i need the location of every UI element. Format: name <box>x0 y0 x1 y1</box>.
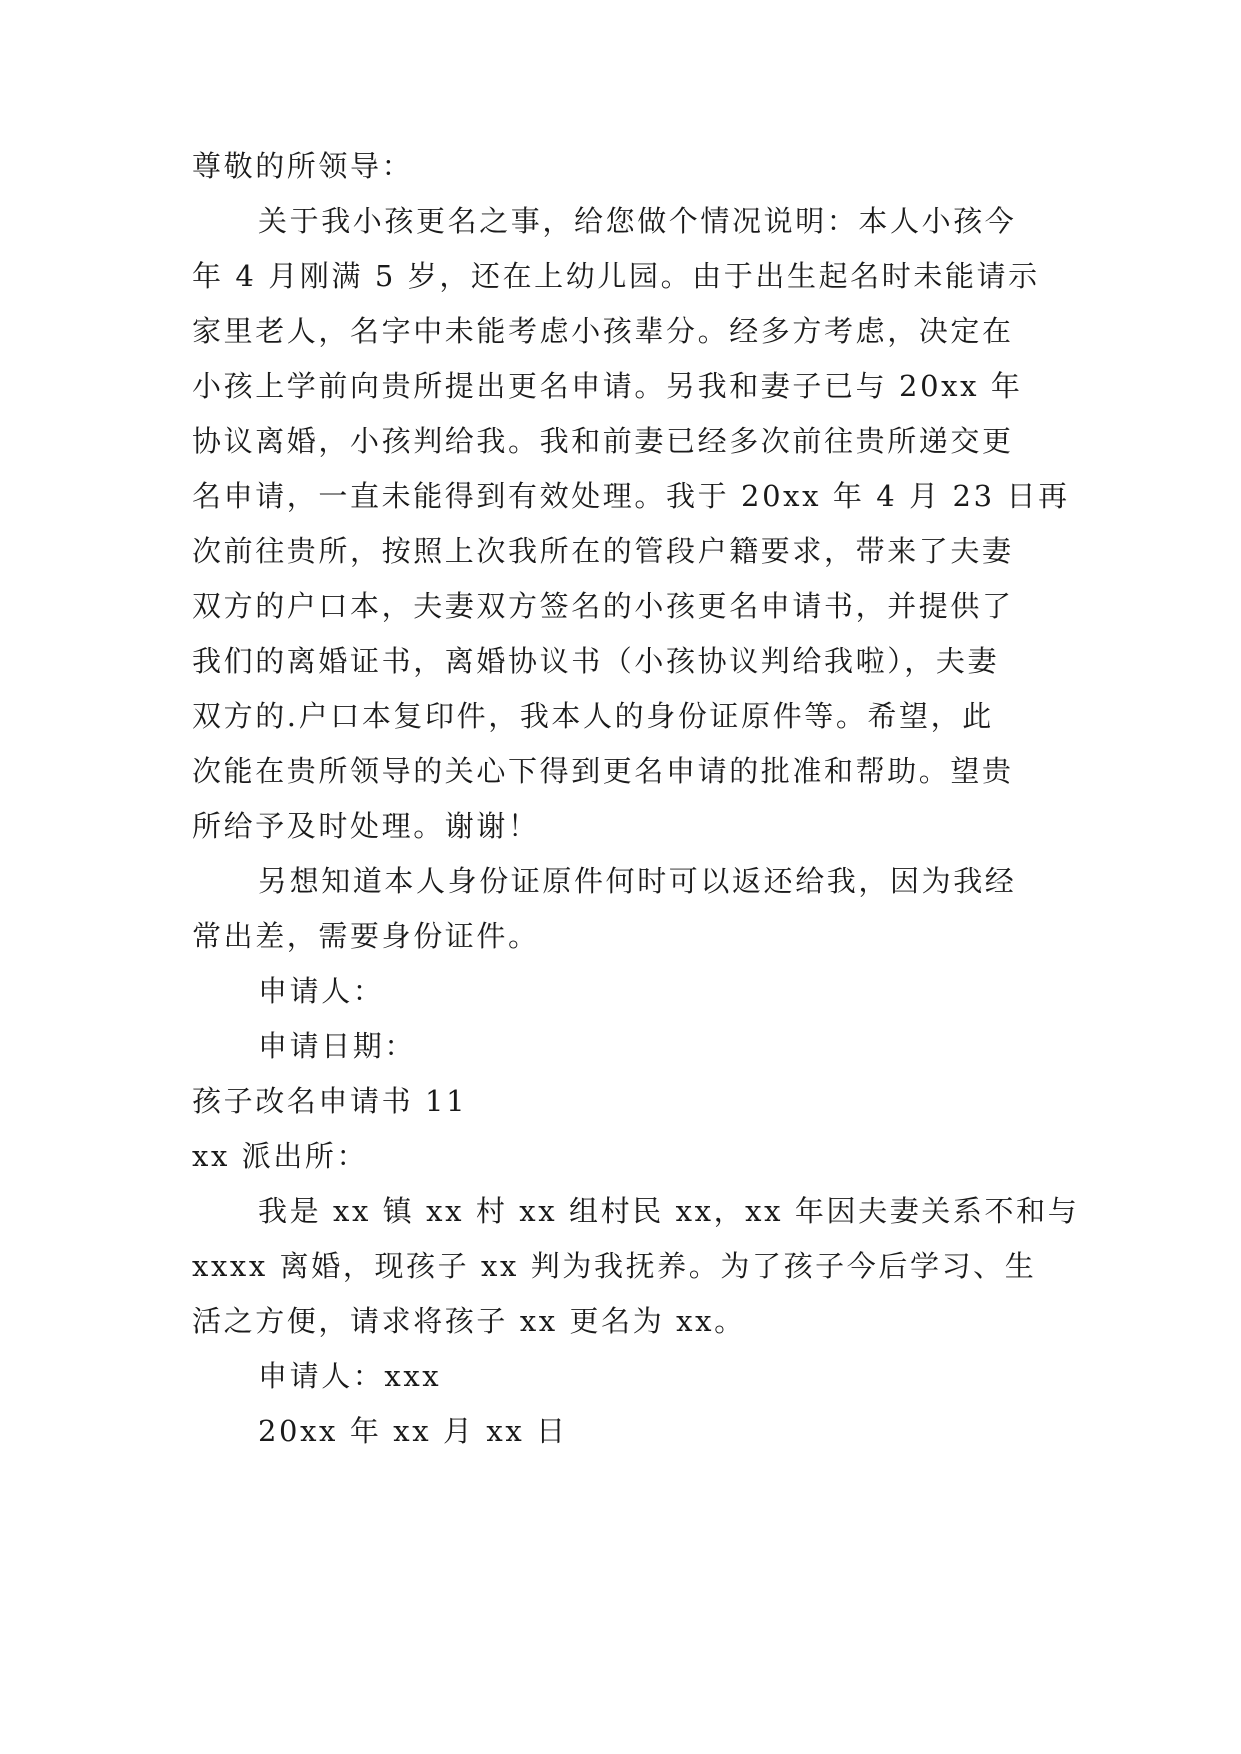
body-line: 小孩上学前向贵所提出更名申请。另我和妻子已与 20xx 年 <box>192 369 1023 403</box>
body-line: 家里老人，名字中未能考虑小孩辈分。经多方考虑，决定在 <box>192 314 1014 348</box>
date-label: 申请日期： <box>258 1029 417 1063</box>
body-line: 关于我小孩更名之事，给您做个情况说明：本人小孩今 <box>258 204 1017 238</box>
body-line: 所给予及时处理。谢谢！ <box>192 809 540 843</box>
document-title: 孩子改名申请书 11 <box>192 1084 468 1118</box>
applicant: 申请人：xxx <box>258 1359 442 1393</box>
extra-line: 常出差，需要身份证件。 <box>192 919 540 953</box>
recipient: xx 派出所： <box>192 1139 369 1173</box>
body-line: 协议离婚，小孩判给我。我和前妻已经多次前往贵所递交更 <box>192 424 1014 458</box>
body-line: 活之方便，请求将孩子 xx 更名为 xx。 <box>192 1304 746 1338</box>
body-line: xxxx 离婚，现孩子 xx 判为我抚养。为了孩子今后学习、生 <box>192 1249 1037 1283</box>
body-line: 双方的户口本，夫妻双方签名的小孩更名申请书，并提供了 <box>192 589 1014 623</box>
applicant-label: 申请人： <box>258 974 385 1008</box>
body-line: 年 4 月刚满 5 岁，还在上幼儿园。由于出生起名时未能请示 <box>192 259 1040 293</box>
body-line: 次能在贵所领导的关心下得到更名申请的批准和帮助。望贵 <box>192 754 1014 788</box>
body-line: 我是 xx 镇 xx 村 xx 组村民 xx，xx 年因夫妻关系不和与 <box>258 1194 1080 1228</box>
body-line: 次前往贵所，按照上次我所在的管段户籍要求，带来了夫妻 <box>192 534 1014 568</box>
salutation: 尊敬的所领导： <box>192 149 414 183</box>
body-line: 名申请，一直未能得到有效处理。我于 20xx 年 4 月 23 日再 <box>192 479 1070 513</box>
date: 20xx 年 xx 月 xx 日 <box>258 1414 568 1448</box>
body-line: 我们的离婚证书，离婚协议书（小孩协议判给我啦），夫妻 <box>192 644 1000 678</box>
extra-line: 另想知道本人身份证原件何时可以返还给我，因为我经 <box>258 864 1017 898</box>
body-line: 双方的.户口本复印件，我本人的身份证原件等。希望，此 <box>192 699 994 733</box>
